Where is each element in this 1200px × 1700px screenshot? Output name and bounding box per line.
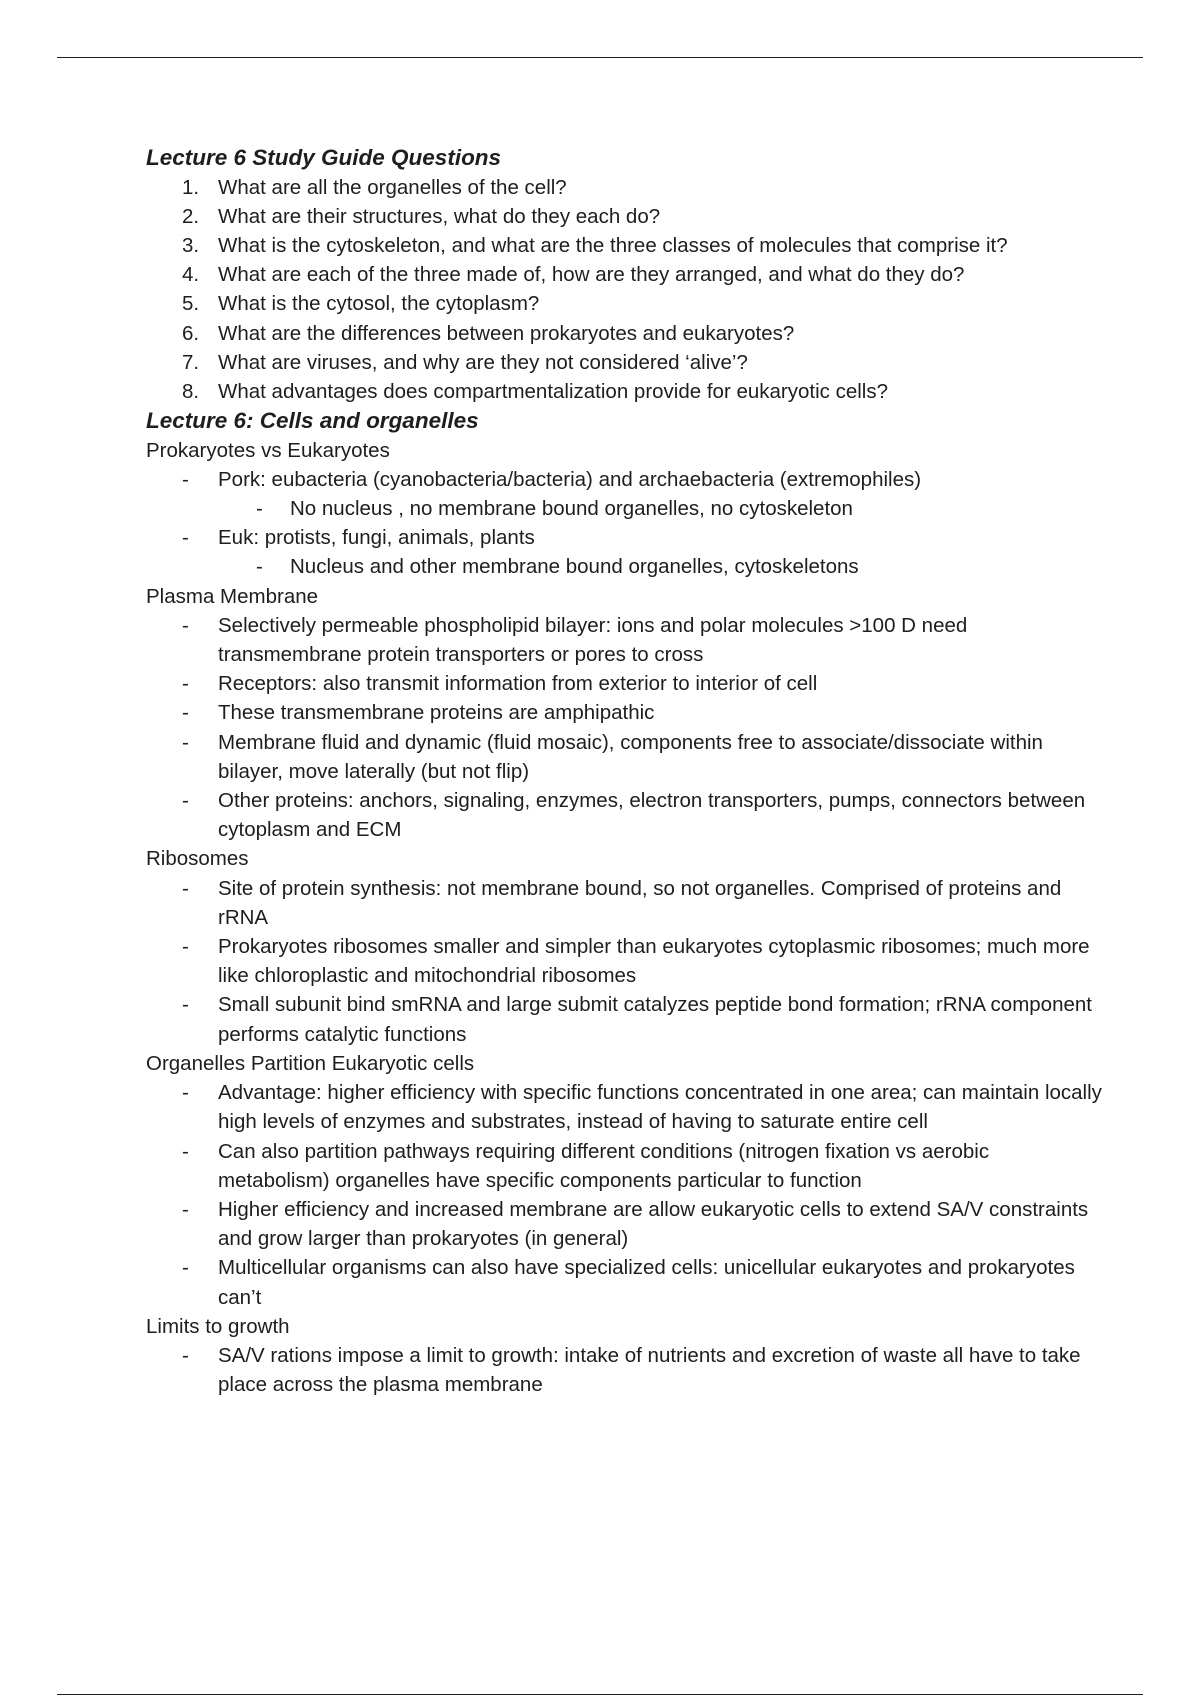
question-item	[146, 260, 1106, 289]
bullet-item	[146, 1137, 1106, 1195]
bullet-item	[146, 786, 1106, 844]
question-number: 6.	[182, 321, 200, 345]
bottom-rule	[57, 1694, 1143, 1695]
question-list	[146, 173, 1106, 407]
notes-title: Lecture 6: Cells and organelles	[146, 408, 479, 434]
dash-marker: -	[256, 555, 263, 579]
bullet-item	[146, 611, 1106, 669]
dash-marker: -	[182, 467, 189, 491]
sub-bullet-item	[146, 494, 1106, 523]
bullet-text: Prokaryotes ribosomes smaller and simpler than eukaryotes cytoplasmic ribosomes; much more like chloroplastic and mitochondrial ribosomes	[218, 935, 1090, 988]
bullet-text: Higher efficiency and increased membrane are allow eukaryotic cells to extend SA/V constraints and grow larger than prokaryotes (in general)	[218, 1197, 1089, 1251]
dash-marker: -	[182, 1197, 189, 1221]
question-text: What are the differences between prokaryotes and eukaryotes?	[218, 321, 795, 345]
bullet-text: Other proteins: anchors, signaling, enzymes, electron transporters, pumps, connectors between cytoplasm and ECM	[218, 789, 1086, 842]
question-item	[146, 289, 1106, 318]
question-item	[146, 377, 1106, 406]
bullet-text: Pork: eubacteria (cyanobacteria/bacteria) and archaebacteria (extremophiles)	[218, 467, 922, 491]
dash-marker: -	[182, 526, 189, 550]
question-text: What is the cytoskeleton, and what are the three classes of molecules that comprise it?	[218, 233, 1008, 257]
question-number: 5.	[182, 292, 200, 316]
sub-bullet-list	[146, 494, 1106, 523]
question-number: 8.	[182, 379, 200, 403]
bullet-text: SA/V rations impose a limit to growth: intake of nutrients and excretion of waste all have to take place across the plasma membrane	[218, 1343, 1081, 1397]
question-text: What are viruses, and why are they not considered ‘alive’?	[218, 350, 748, 374]
section-heading: Ribosomes	[146, 847, 249, 871]
question-text: What are their structures, what do they each do?	[218, 204, 661, 228]
question-item	[146, 202, 1106, 231]
bullet-item	[146, 698, 1106, 727]
dash-marker: -	[182, 1256, 189, 1280]
bullet-list	[146, 874, 1106, 1049]
bullet-item	[146, 932, 1106, 990]
dash-marker: -	[182, 613, 189, 637]
question-number: 1.	[182, 175, 200, 199]
bullet-text: Small subunit bind smRNA and large submit catalyzes peptide bond formation; rRNA component performs catalytic functions	[218, 993, 1092, 1046]
bullet-item	[146, 1253, 1106, 1311]
bullet-text: Selectively permeable phospholipid bilayer: ions and polar molecules >100 D need transmembrane protein transporters or pores to cross	[218, 613, 968, 667]
question-number: 7.	[182, 350, 200, 374]
bullet-item	[146, 669, 1106, 698]
sub-bullet-list	[146, 552, 1106, 581]
bullet-list	[146, 465, 1106, 494]
question-item	[146, 319, 1106, 348]
bullet-text: Receptors: also transmit information from exterior to interior of cell	[218, 672, 818, 696]
bullet-item	[146, 465, 1106, 494]
question-item	[146, 348, 1106, 377]
bullet-item	[146, 1078, 1106, 1136]
sub-bullet-text: No nucleus , no membrane bound organelles, no cytoskeleton	[290, 497, 853, 521]
section-ribosomes	[146, 844, 1106, 1048]
sub-bullet-text: Nucleus and other membrane bound organelles, cytoskeletons	[290, 555, 859, 579]
bullet-item	[146, 1195, 1106, 1253]
bullet-item	[146, 874, 1106, 932]
bullet-text: Advantage: higher efficiency with specific functions concentrated in one area; can maintain locally high levels of enzymes and substrates, instead of having to saturate entire cell	[218, 1081, 1102, 1134]
question-number: 2.	[182, 204, 200, 228]
bullet-text: Euk: protists, fungi, animals, plants	[218, 526, 535, 550]
question-number: 3.	[182, 233, 200, 257]
dash-marker: -	[182, 789, 189, 813]
question-number: 4.	[182, 263, 200, 287]
dash-marker: -	[182, 1139, 189, 1163]
bullet-text: Can also partition pathways requiring different conditions (nitrogen fixation vs aerobic metabolism) organelles have specific components particular to function	[218, 1139, 990, 1192]
question-text: What advantages does compartmentalization provide for eukaryotic cells?	[218, 379, 889, 403]
question-text: What is the cytosol, the cytoplasm?	[218, 292, 540, 316]
question-item	[146, 173, 1106, 202]
section-heading: Prokaryotes vs Eukaryotes	[146, 438, 390, 462]
sub-bullet-item	[146, 552, 1106, 581]
question-item	[146, 231, 1106, 260]
section-limits-to-growth	[146, 1312, 1106, 1400]
bullet-list	[146, 1078, 1106, 1312]
dash-marker: -	[256, 497, 263, 521]
top-rule	[57, 57, 1143, 58]
bullet-list	[146, 523, 1106, 552]
section-heading: Organelles Partition Eukaryotic cells	[146, 1051, 475, 1075]
section-heading: Limits to growth	[146, 1314, 290, 1338]
dash-marker: -	[182, 1081, 189, 1105]
section-organelles-partition	[146, 1049, 1106, 1312]
bullet-list	[146, 1341, 1106, 1399]
bullet-item	[146, 990, 1106, 1048]
bullet-list	[146, 611, 1106, 845]
section-plasma-membrane	[146, 582, 1106, 845]
dash-marker: -	[182, 935, 189, 959]
dash-marker: -	[182, 876, 189, 900]
study-guide-title: Lecture 6 Study Guide Questions	[146, 145, 502, 170]
bullet-item	[146, 1341, 1106, 1399]
dash-marker: -	[182, 672, 189, 696]
bullet-item	[146, 728, 1106, 786]
dash-marker: -	[182, 701, 189, 725]
bullet-text: Multicellular organisms can also have specialized cells: unicellular eukaryotes and prokaryotes can’t	[218, 1256, 1075, 1309]
dash-marker: -	[182, 730, 189, 754]
bullet-text: Site of protein synthesis: not membrane bound, so not organelles. Comprised of proteins and rRNA	[218, 876, 1062, 929]
section-prokaryotes-vs-eukaryotes	[146, 436, 1106, 582]
dash-marker: -	[182, 1343, 189, 1367]
question-text: What are each of the three made of, how are they arranged, and what do they do?	[218, 263, 965, 287]
bullet-text: Membrane fluid and dynamic (fluid mosaic), components free to associate/dissociate within bilayer, move laterally (but not flip)	[218, 730, 1043, 783]
bullet-item	[146, 523, 1106, 552]
bullet-text: These transmembrane proteins are amphipathic	[218, 701, 655, 725]
document-body	[146, 143, 1106, 1399]
section-heading: Plasma Membrane	[146, 584, 319, 608]
question-text: What are all the organelles of the cell?	[218, 175, 567, 199]
dash-marker: -	[182, 993, 189, 1017]
